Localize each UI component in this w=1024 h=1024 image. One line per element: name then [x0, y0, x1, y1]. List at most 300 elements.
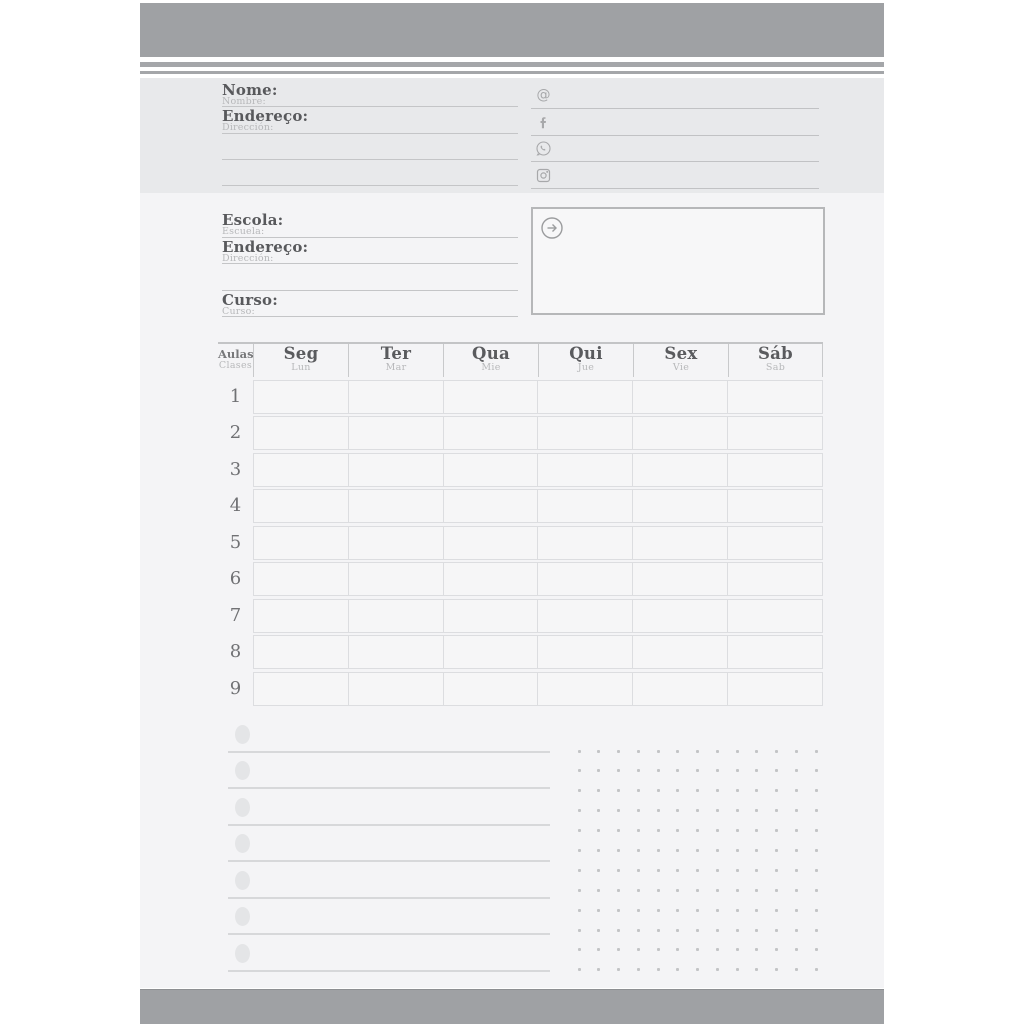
dot [617, 948, 620, 951]
dot [657, 929, 660, 932]
day-sublabel: Vie [672, 362, 690, 373]
dot [815, 849, 818, 852]
cell-seg-6[interactable] [254, 563, 348, 595]
instagram-icon [535, 167, 552, 184]
dot [657, 869, 660, 872]
timetable-row-4 [218, 489, 823, 523]
field-curso[interactable] [222, 291, 518, 318]
dot [676, 968, 679, 971]
cell-qua-1[interactable] [443, 381, 538, 413]
dot [755, 948, 758, 951]
top-rule-thin [140, 71, 884, 74]
cell-sex-3[interactable] [632, 454, 727, 486]
dot [716, 750, 719, 753]
social-field-email[interactable] [531, 83, 819, 109]
field-label: Curso: [222, 290, 278, 309]
dot [617, 889, 620, 892]
day-header-sex [633, 344, 728, 377]
at-icon: @ [536, 87, 551, 104]
dot [597, 849, 600, 852]
dot [597, 948, 600, 951]
cell-qui-2[interactable] [537, 417, 632, 449]
cell-seg-1[interactable] [254, 381, 348, 413]
dot [736, 909, 739, 912]
cell-ter-6[interactable] [348, 563, 443, 595]
dot [597, 789, 600, 792]
dot [637, 829, 640, 832]
field-blank-1[interactable] [222, 134, 518, 160]
period-number: 6 [229, 568, 242, 590]
cell-sex-8[interactable] [632, 636, 727, 668]
cell-qui-9[interactable] [537, 673, 632, 705]
dot [597, 889, 600, 892]
dot [696, 750, 699, 753]
cell-qua-2[interactable] [443, 417, 538, 449]
dot [716, 948, 719, 951]
field-label [222, 160, 518, 163]
field-blank-2[interactable] [222, 160, 518, 186]
period-number: 2 [229, 422, 242, 444]
dot [736, 948, 739, 951]
dot [775, 829, 778, 832]
note-line-1[interactable] [228, 717, 550, 753]
field-sublabel: Nombre: [222, 96, 266, 107]
cell-ter-3[interactable] [348, 454, 443, 486]
bullet-icon [235, 761, 250, 780]
corner-sublabel: Clases [218, 360, 253, 371]
dot [716, 849, 719, 852]
dot [736, 829, 739, 832]
dot [657, 849, 660, 852]
field-sublabel: Dirección: [222, 252, 274, 264]
bullet-icon [235, 798, 250, 817]
dot [578, 809, 581, 812]
dot [736, 889, 739, 892]
dot [696, 869, 699, 872]
dot-grid [578, 750, 835, 989]
bullet-icon [235, 834, 250, 853]
dot [617, 789, 620, 792]
dot [815, 929, 818, 932]
cell-sab-3[interactable] [727, 454, 822, 486]
dot [815, 909, 818, 912]
dot [597, 929, 600, 932]
cell-qui-6[interactable] [537, 563, 632, 595]
dot [617, 769, 620, 772]
field-escola[interactable] [222, 211, 518, 238]
social-fields [531, 83, 819, 189]
period-cells [253, 453, 823, 487]
dot [775, 809, 778, 812]
dot [617, 869, 620, 872]
dot [676, 809, 679, 812]
corner-label: Aulas [218, 347, 254, 361]
period-cells [253, 635, 823, 669]
field-label: Endereço: [222, 237, 309, 256]
dot [775, 889, 778, 892]
cell-seg-8[interactable] [254, 636, 348, 668]
dot [755, 889, 758, 892]
dot [815, 948, 818, 951]
dot [696, 968, 699, 971]
period-number: 7 [229, 604, 242, 626]
timetable-header [218, 344, 823, 377]
dot [676, 948, 679, 951]
school-fields [222, 211, 518, 317]
dot [755, 829, 758, 832]
note-line-3[interactable] [228, 789, 550, 825]
cell-seg-3[interactable] [254, 454, 348, 486]
cell-qui-4[interactable] [537, 490, 632, 522]
dot [676, 769, 679, 772]
cell-sab-5[interactable] [727, 527, 822, 559]
dot-grid-row [578, 929, 835, 932]
day-sublabel: Mar [385, 362, 407, 373]
cell-sex-7[interactable] [632, 600, 727, 632]
day-header-seg [253, 344, 348, 377]
cell-sab-1[interactable] [727, 381, 822, 413]
photo-box [531, 207, 825, 315]
cell-seg-7[interactable] [254, 600, 348, 632]
note-line-6[interactable] [228, 899, 550, 935]
dot [736, 750, 739, 753]
dot [657, 769, 660, 772]
dot [775, 789, 778, 792]
day-label: Qua [472, 344, 510, 363]
cell-sex-2[interactable] [632, 417, 727, 449]
dot [617, 968, 620, 971]
cell-qua-4[interactable] [443, 490, 538, 522]
dot [815, 829, 818, 832]
dot [815, 809, 818, 812]
day-header-ter [348, 344, 443, 377]
dot [617, 809, 620, 812]
bullet-icon [235, 725, 250, 744]
note-line-5[interactable] [228, 862, 550, 898]
dot [795, 809, 798, 812]
dot-grid-row [578, 909, 835, 912]
field-sublabel: Escuela: [222, 226, 265, 237]
dot [676, 869, 679, 872]
dot [696, 889, 699, 892]
cell-qua-9[interactable] [443, 673, 538, 705]
dot [617, 849, 620, 852]
dot [676, 929, 679, 932]
period-number: 5 [229, 531, 242, 553]
cell-ter-2[interactable] [348, 417, 443, 449]
day-label: Ter [380, 344, 412, 363]
dot [657, 968, 660, 971]
day-header-sab [728, 344, 823, 377]
timetable-corner [218, 344, 253, 377]
cell-ter-5[interactable] [348, 527, 443, 559]
dot [696, 929, 699, 932]
dot [755, 849, 758, 852]
dot [657, 750, 660, 753]
dot [637, 948, 640, 951]
field-label [222, 134, 518, 137]
period-cells [253, 489, 823, 523]
dot [696, 849, 699, 852]
cell-qua-5[interactable] [443, 527, 538, 559]
dot [815, 968, 818, 971]
dot [755, 968, 758, 971]
top-band [140, 3, 884, 57]
dot [676, 829, 679, 832]
field-endereco[interactable] [222, 107, 518, 133]
day-header-qui [538, 344, 633, 377]
dot [815, 889, 818, 892]
dot [657, 889, 660, 892]
dot [578, 889, 581, 892]
dot [637, 789, 640, 792]
dot [716, 789, 719, 792]
cell-sab-7[interactable] [727, 600, 822, 632]
dot [637, 769, 640, 772]
dot [578, 869, 581, 872]
dot [578, 849, 581, 852]
day-sublabel: Jue [577, 362, 595, 373]
dot [755, 869, 758, 872]
dot [597, 769, 600, 772]
dot [775, 869, 778, 872]
cell-sab-8[interactable] [727, 636, 822, 668]
period-number: 4 [229, 495, 242, 517]
cell-sex-4[interactable] [632, 490, 727, 522]
cell-sab-4[interactable] [727, 490, 822, 522]
day-label: Sáb [757, 344, 794, 363]
timetable-row-1 [218, 380, 823, 414]
dot [795, 968, 798, 971]
dot [795, 909, 798, 912]
dot [755, 789, 758, 792]
dot-grid-row [578, 789, 835, 792]
dot [578, 769, 581, 772]
dot-grid-row [578, 869, 835, 872]
field-nome[interactable] [222, 81, 518, 107]
dot [795, 789, 798, 792]
dot [657, 948, 660, 951]
cell-qui-3[interactable] [537, 454, 632, 486]
note-line-2[interactable] [228, 753, 550, 789]
cell-ter-4[interactable] [348, 490, 443, 522]
cell-seg-9[interactable] [254, 673, 348, 705]
bullet-icon [235, 944, 250, 963]
dot [696, 948, 699, 951]
cell-ter-1[interactable] [348, 381, 443, 413]
dot [716, 968, 719, 971]
dot [716, 889, 719, 892]
dot [795, 889, 798, 892]
dot-grid-row [578, 769, 835, 772]
cell-sab-9[interactable] [727, 673, 822, 705]
cell-qua-7[interactable] [443, 600, 538, 632]
cell-qui-5[interactable] [537, 527, 632, 559]
day-sublabel: Sab [765, 362, 786, 373]
field-label [222, 264, 518, 267]
dot [795, 948, 798, 951]
dot [696, 789, 699, 792]
dot [657, 829, 660, 832]
dot [815, 789, 818, 792]
dot [597, 869, 600, 872]
dot-grid-row [578, 849, 835, 852]
timetable-row-9 [218, 672, 823, 706]
dot [676, 789, 679, 792]
dot-grid-row [578, 889, 835, 892]
cell-ter-7[interactable] [348, 600, 443, 632]
social-field-whatsapp[interactable] [531, 136, 819, 162]
dot [736, 809, 739, 812]
timetable-row-8 [218, 635, 823, 669]
day-label: Sex [664, 344, 698, 363]
timetable-row-6 [218, 562, 823, 596]
timetable-row-2 [218, 416, 823, 450]
dot [637, 869, 640, 872]
dot [637, 750, 640, 753]
period-cells [253, 416, 823, 450]
dot [716, 909, 719, 912]
cell-sab-6[interactable] [727, 563, 822, 595]
notes-list [228, 717, 550, 972]
dot [578, 829, 581, 832]
dot [716, 809, 719, 812]
dot [755, 929, 758, 932]
period-number: 8 [229, 641, 242, 663]
cell-qui-1[interactable] [537, 381, 632, 413]
dot [775, 849, 778, 852]
bullet-icon [235, 871, 250, 890]
cell-seg-2[interactable] [254, 417, 348, 449]
field-label: Endereço: [222, 107, 309, 126]
dot [597, 750, 600, 753]
bottom-band [140, 989, 884, 1024]
dot [657, 809, 660, 812]
bullet-icon [235, 907, 250, 926]
field-label: Nome: [222, 81, 278, 99]
dot [795, 849, 798, 852]
cell-ter-9[interactable] [348, 673, 443, 705]
dot [775, 929, 778, 932]
dot [617, 929, 620, 932]
dot [597, 909, 600, 912]
dot [736, 968, 739, 971]
dot [637, 889, 640, 892]
dot [676, 849, 679, 852]
dot [617, 909, 620, 912]
cell-qua-8[interactable] [443, 636, 538, 668]
dot [657, 789, 660, 792]
field-blank-1[interactable] [222, 264, 518, 291]
dot [795, 929, 798, 932]
day-label: Seg [283, 344, 319, 363]
field-sublabel: Dirección: [222, 122, 274, 134]
dot-grid-row [578, 948, 835, 951]
cell-sab-2[interactable] [727, 417, 822, 449]
dot [637, 968, 640, 971]
dot [736, 849, 739, 852]
dot [578, 948, 581, 951]
social-field-instagram[interactable] [531, 162, 819, 188]
day-label: Qui [569, 344, 603, 363]
dot [578, 909, 581, 912]
personal-fields [222, 81, 518, 186]
period-number: 9 [229, 677, 242, 699]
whatsapp-icon [535, 140, 552, 157]
cell-seg-4[interactable] [254, 490, 348, 522]
dot-grid-row [578, 968, 835, 971]
dot [815, 769, 818, 772]
dot [795, 869, 798, 872]
timetable-row-3 [218, 453, 823, 487]
period-number: 1 [229, 386, 242, 407]
day-header-qua [443, 344, 538, 377]
dot [775, 948, 778, 951]
day-sublabel: Lun [291, 362, 311, 373]
note-line-4[interactable] [228, 826, 550, 862]
dot [775, 968, 778, 971]
dot-grid-row [578, 809, 835, 812]
dot [696, 809, 699, 812]
dot [795, 829, 798, 832]
cell-qui-7[interactable] [537, 600, 632, 632]
cell-sex-1[interactable] [632, 381, 727, 413]
dot [716, 769, 719, 772]
timetable [218, 342, 823, 708]
period-cells [253, 526, 823, 560]
dot [597, 809, 600, 812]
dot [696, 909, 699, 912]
dot [676, 909, 679, 912]
field-endereco-escola[interactable] [222, 238, 518, 265]
dot [815, 869, 818, 872]
note-line-7[interactable] [228, 935, 550, 971]
cell-qua-6[interactable] [443, 563, 538, 595]
dot [795, 750, 798, 753]
dot [578, 789, 581, 792]
cell-seg-5[interactable] [254, 527, 348, 559]
dot [755, 769, 758, 772]
dot [657, 909, 660, 912]
cell-sex-6[interactable] [632, 563, 727, 595]
cell-qua-3[interactable] [443, 454, 538, 486]
timetable-row-5 [218, 526, 823, 560]
cell-qui-8[interactable] [537, 636, 632, 668]
period-cells [253, 672, 823, 706]
cell-sex-9[interactable] [632, 673, 727, 705]
arrow-circle-icon [540, 216, 564, 244]
period-cells [253, 380, 823, 414]
dot [597, 829, 600, 832]
period-number: 3 [229, 458, 242, 480]
cell-sex-5[interactable] [632, 527, 727, 559]
dot [676, 750, 679, 753]
field-sublabel: Curso: [222, 305, 255, 317]
dot [775, 909, 778, 912]
cell-ter-8[interactable] [348, 636, 443, 668]
period-cells [253, 599, 823, 633]
timetable-row-7 [218, 599, 823, 633]
dot [736, 869, 739, 872]
facebook-icon [535, 114, 552, 131]
dot [696, 769, 699, 772]
dot [637, 849, 640, 852]
dot [775, 750, 778, 753]
dot [736, 929, 739, 932]
dot [597, 968, 600, 971]
social-field-facebook[interactable] [531, 109, 819, 135]
dot [755, 909, 758, 912]
